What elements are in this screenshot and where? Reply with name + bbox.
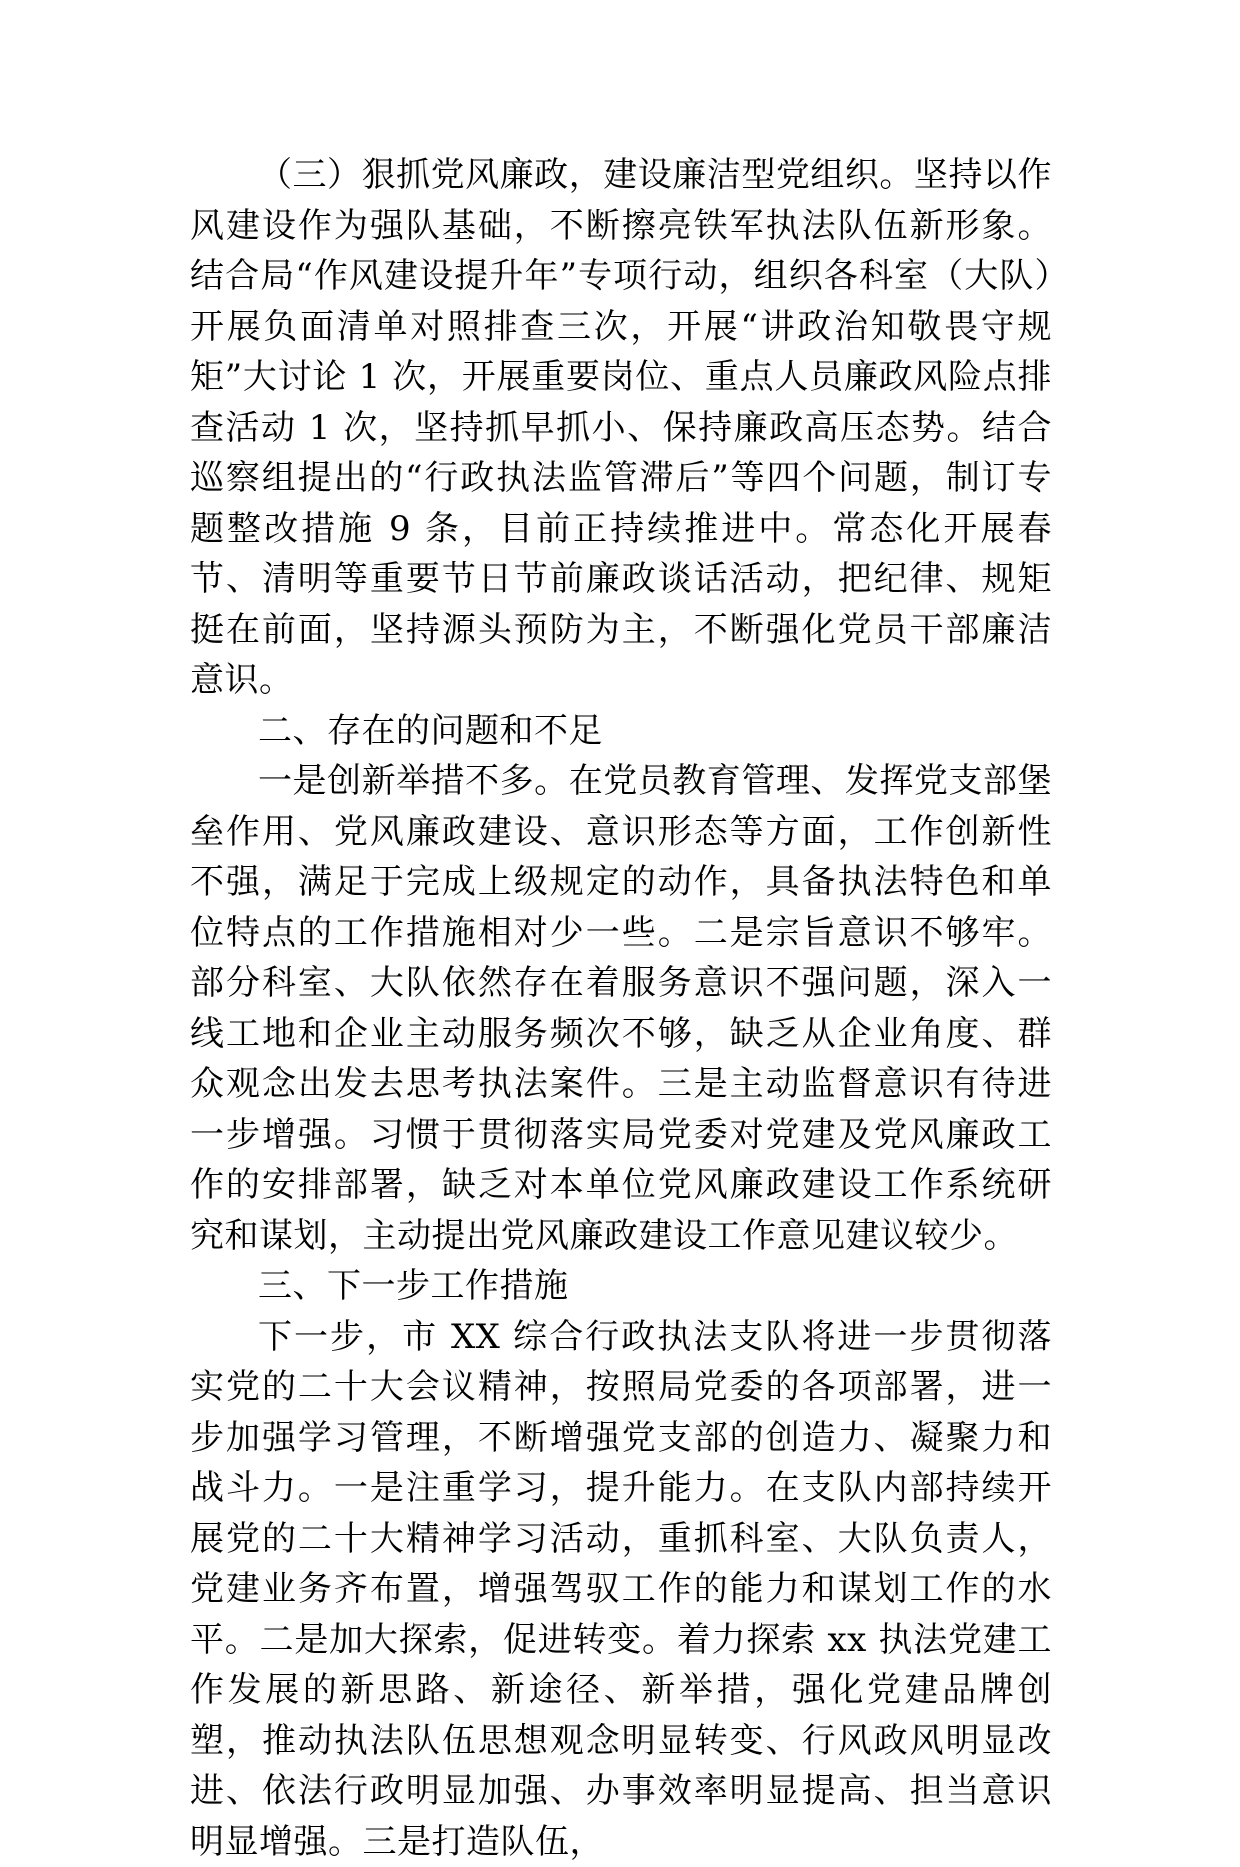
- paragraph-party-conduct-integrity: （三）狠抓党风廉政，建设廉洁型党组织。坚持以作风建设作为强队基础，不断擦亮铁军执法队伍新形象。结合局“作风建设提升年”专项行动，组织各科室（大队）开展负面清单对照排查三次，开展“讲政治知敬畏守规矩”大讨论 1 次，开展重要岗位、重点人员廉政风险点排查活动 1 次，坚持抓早抓小、保持廉政高压态势。结合巡察组提出的“行政执法监管滞后”等四个问题，制订专题整改措施 9 条，目前正持续推进中。常态化开展春节、清明等重要节日节前廉政谈话活动，把纪律、规矩挺在前面，坚持源头预防为主，不断强化党员干部廉洁意识。: [190, 150, 1052, 706]
- section-heading-next-steps: 三、下一步工作措施: [190, 1261, 1052, 1312]
- document-body: [190, 150, 1052, 1867]
- paragraph-next-steps: 下一步，市 XX 综合行政执法支队将进一步贯彻落实党的二十大会议精神，按照局党委的各项部署，进一步加强学习管理，不断增强党支部的创造力、凝聚力和战斗力。一是注重学习，提升能力。在支队内部持续开展党的二十大精神学习活动，重抓科室、大队负责人，党建业务齐布置，增强驾驭工作的能力和谋划工作的水平。二是加大探索，促进转变。着力探索 xx 执法党建工作发展的新思路、新途径、新举措，强化党建品牌创塑，推动执法队伍思想观念明显转变、行风政风明显改进、依法行政明显加强、办事效率明显提高、担当意识明显增强。三是打造队伍，: [190, 1312, 1052, 1867]
- section-heading-problems: 二、存在的问题和不足: [190, 706, 1052, 757]
- paragraph-problems-shortcomings: 一是创新举措不多。在党员教育管理、发挥党支部堡垒作用、党风廉政建设、意识形态等方面，工作创新性不强，满足于完成上级规定的动作，具备执法特色和单位特点的工作措施相对少一些。二是宗旨意识不够牢。部分科室、大队依然存在着服务意识不强问题，深入一线工地和企业主动服务频次不够，缺乏从企业角度、群众观念出发去思考执法案件。三是主动监督意识有待进一步增强。习惯于贯彻落实局党委对党建及党风廉政工作的安排部署，缺乏对本单位党风廉政建设工作系统研究和谋划，主动提出党风廉政建设工作意见建议较少。: [190, 756, 1052, 1261]
